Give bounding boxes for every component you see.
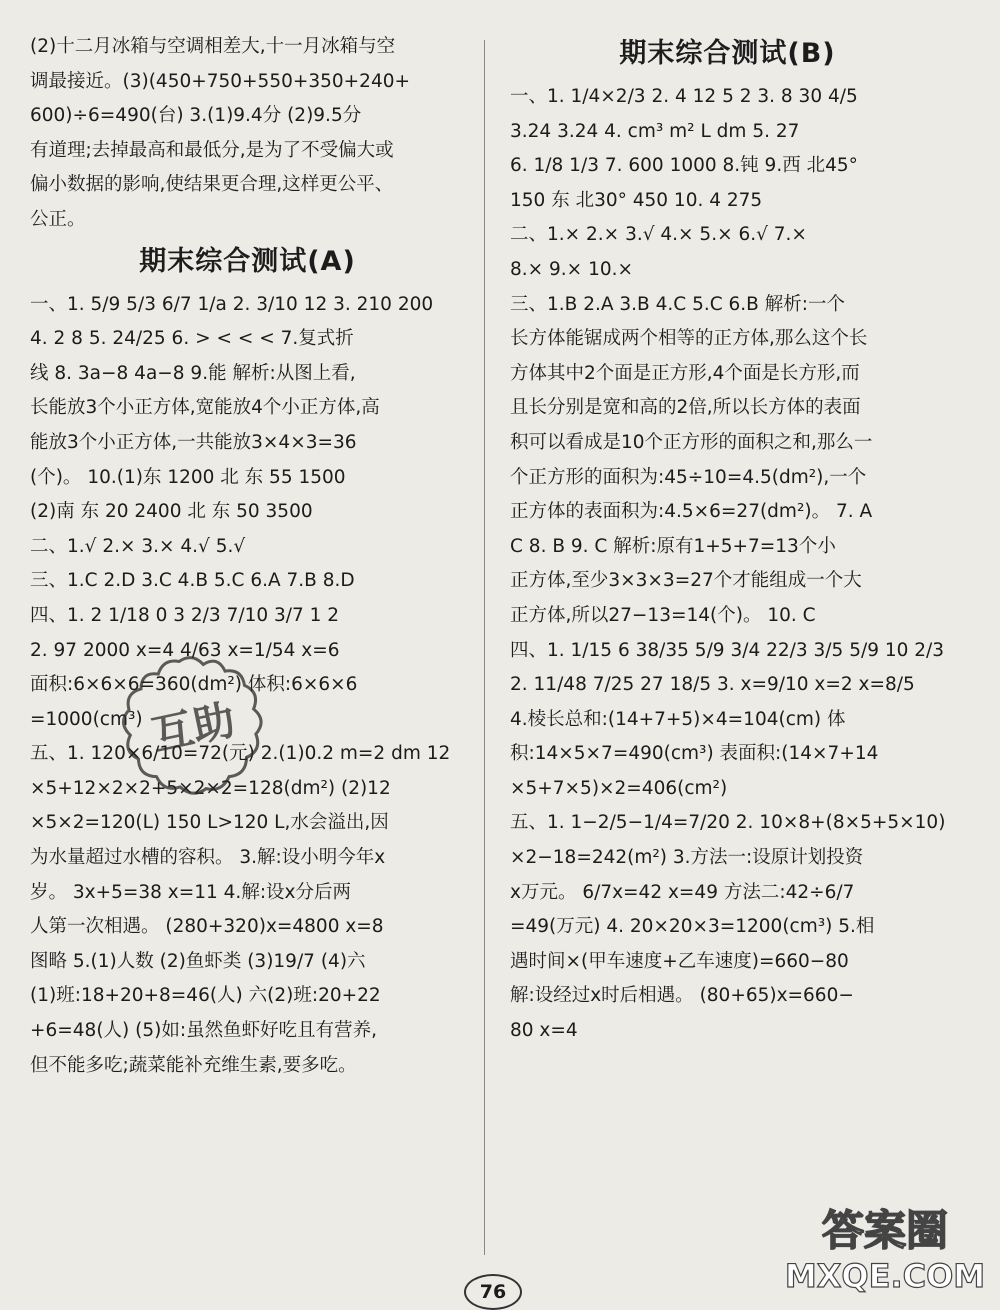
answer-line: 图略 5.(1)人数 (2)鱼虾类 (3)19/7 (4)六 — [30, 950, 366, 972]
answer-line: 150 东 北30° 450 10. 4 275 — [510, 189, 763, 211]
answer-line: 2. 11/48 7/25 27 18/5 3. x=9/10 x=2 x=8/5 — [510, 674, 915, 696]
page-number: 76 — [464, 1274, 522, 1310]
left-continuation — [30, 30, 465, 238]
answer-line: 积:14×5×7=490(cm³) 表面积:(14×7+14 — [510, 743, 879, 765]
answer-line: 且长分别是宽和高的2倍,所以长方体的表面 — [510, 397, 861, 419]
right-column — [510, 30, 945, 1049]
answer-line: (个)。 10.(1)东 1200 北 东 55 1500 — [30, 466, 346, 488]
column-divider — [484, 40, 485, 1255]
answer-line: 五、1. 120×6/10=72(元) 2.(1)0.2 m=2 dm 12 — [30, 743, 451, 765]
answer-line: 正方体,至少3×3×3=27个才能组成一个大 — [510, 570, 862, 592]
answer-line: (2)十二月冰箱与空调相差大,十一月冰箱与空 — [30, 36, 396, 57]
answer-line: ×5+12×2×2+5×2×2=128(dm²) (2)12 — [30, 777, 391, 799]
answer-line: 80 x=4 — [510, 1020, 578, 1042]
answer-line: 调最接近。(3)(450+750+550+350+240+ — [30, 70, 410, 92]
answer-line: 遇时间×(甲车速度+乙车速度)=660−80 — [510, 950, 849, 972]
answer-line: 岁。 3x+5=38 x=11 4.解:设x分后两 — [30, 881, 351, 903]
answer-line: 五、1. 1−2/5−1/4=7/20 2. 10×8+(8×5+5×10) — [510, 812, 946, 834]
stamp-seal-icon — [104, 638, 282, 816]
answer-line: 三、1.B 2.A 3.B 4.C 5.C 6.B 解析:一个 — [510, 293, 845, 315]
answer-line: 4. 2 8 5. 24/25 6. > < < < 7.复式折 — [30, 328, 354, 350]
answer-line: 一、1. 5/9 5/3 6/7 1/a 2. 3/10 12 3. 210 200 — [30, 293, 434, 315]
heading-test-a: 期末综合测试(A) — [139, 245, 356, 277]
answer-line: ×5×2=120(L) 150 L>120 L,水会溢出,因 — [30, 812, 389, 834]
answer-line: +6=48(人) (5)如:虽然鱼虾好吃且有营养, — [30, 1020, 377, 1042]
answer-line: (1)班:18+20+8=46(人) 六(2)班:20+22 — [30, 985, 381, 1007]
test-b-answers — [510, 80, 945, 1049]
answer-line: 解:设经过x时后相遇。 (80+65)x=660− — [510, 985, 854, 1007]
answer-line: 能放3个小正方体,一共能放3×4×3=36 — [30, 431, 357, 453]
answer-line: 长方体能锯成两个相等的正方体,那么这个长 — [510, 328, 868, 350]
answer-line: 4.棱长总和:(14+7+5)×4=104(cm) 体 — [510, 708, 846, 730]
answer-line: 四、1. 2 1/18 0 3 2/3 7/10 3/7 1 2 — [30, 604, 340, 626]
answer-line: 为水量超过水槽的容积。 3.解:设小明今年x — [30, 847, 386, 869]
answer-line: 方体其中2个面是正方形,4个面是长方形,而 — [510, 362, 860, 384]
answer-line: 8.× 9.× 10.× — [510, 258, 633, 280]
left-column — [30, 30, 465, 1083]
svg-text:互助: 互助 — [146, 694, 240, 761]
answer-line: 个正方形的面积为:45÷10=4.5(dm²),一个 — [510, 466, 867, 488]
answer-line: 600)÷6=490(台) 3.(1)9.4分 (2)9.5分 — [30, 105, 362, 127]
answer-line: 积可以看成是10个正方形的面积之和,那么一 — [510, 431, 873, 453]
answer-line: 长能放3个小正方体,宽能放4个小正方体,高 — [30, 397, 380, 419]
svg-text:答案圈: 答案圈 — [821, 1206, 949, 1255]
answer-line: 2. 97 2000 x=4 4/63 x=1/54 x=6 — [30, 639, 340, 661]
answer-line: x万元。 6/7x=42 x=49 方法二:42÷6/7 — [510, 881, 855, 903]
answer-line: 但不能多吃;蔬菜能补充维生素,要多吃。 — [30, 1054, 357, 1076]
answer-line: 公正。 — [30, 208, 86, 230]
answer-line: ×5+7×5)×2=406(cm²) — [510, 777, 728, 799]
answer-line: (2)南 东 20 2400 北 东 50 3500 — [30, 501, 313, 523]
watermark-logo-icon — [780, 1195, 990, 1299]
answer-line: 偏小数据的影响,使结果更合理,这样更公平、 — [30, 174, 394, 196]
answer-line: 一、1. 1/4×2/3 2. 4 12 5 2 3. 8 30 4/5 — [510, 86, 858, 107]
answer-line: ×2−18=242(m²) 3.方法一:设原计划投资 — [510, 847, 864, 869]
answer-line: 正方体的表面积为:4.5×6=27(dm²)。 7. A — [510, 501, 873, 523]
answer-line: 正方体,所以27−13=14(个)。 10. C — [510, 604, 816, 626]
answer-line: 有道理;去掉最高和最低分,是为了不受偏大或 — [30, 139, 394, 161]
answer-line: =1000(cm³) — [30, 708, 143, 730]
answer-line: 二、1.√ 2.× 3.× 4.√ 5.√ — [30, 535, 246, 557]
answer-line: 三、1.C 2.D 3.C 4.B 5.C 6.A 7.B 8.D — [30, 570, 355, 592]
answer-line: 面积:6×6×6=360(dm²) 体积:6×6×6 — [30, 674, 358, 696]
answer-line: 线 8. 3a−8 4a−8 9.能 解析:从图上看, — [30, 362, 356, 384]
answer-line: 6. 1/8 1/3 7. 600 1000 8.钝 9.西 北45° — [510, 155, 858, 177]
answer-line: 二、1.× 2.× 3.√ 4.× 5.× 6.√ 7.× — [510, 224, 807, 246]
answer-line: C 8. B 9. C 解析:原有1+5+7=13个小 — [510, 535, 836, 557]
answer-line: 3.24 3.24 4. cm³ m² L dm 5. 27 — [510, 120, 800, 142]
heading-test-b: 期末综合测试(B) — [619, 38, 836, 69]
svg-text:MXQE.COM: MXQE.COM — [784, 1257, 986, 1295]
answer-line: 人第一次相遇。 (280+320)x=4800 x=8 — [30, 916, 384, 938]
answer-line: 四、1. 1/15 6 38/35 5/9 3/4 22/3 3/5 5/9 10 2/3 — [510, 639, 945, 661]
answer-line: =49(万元) 4. 20×20×3=1200(cm³) 5.相 — [510, 916, 875, 938]
